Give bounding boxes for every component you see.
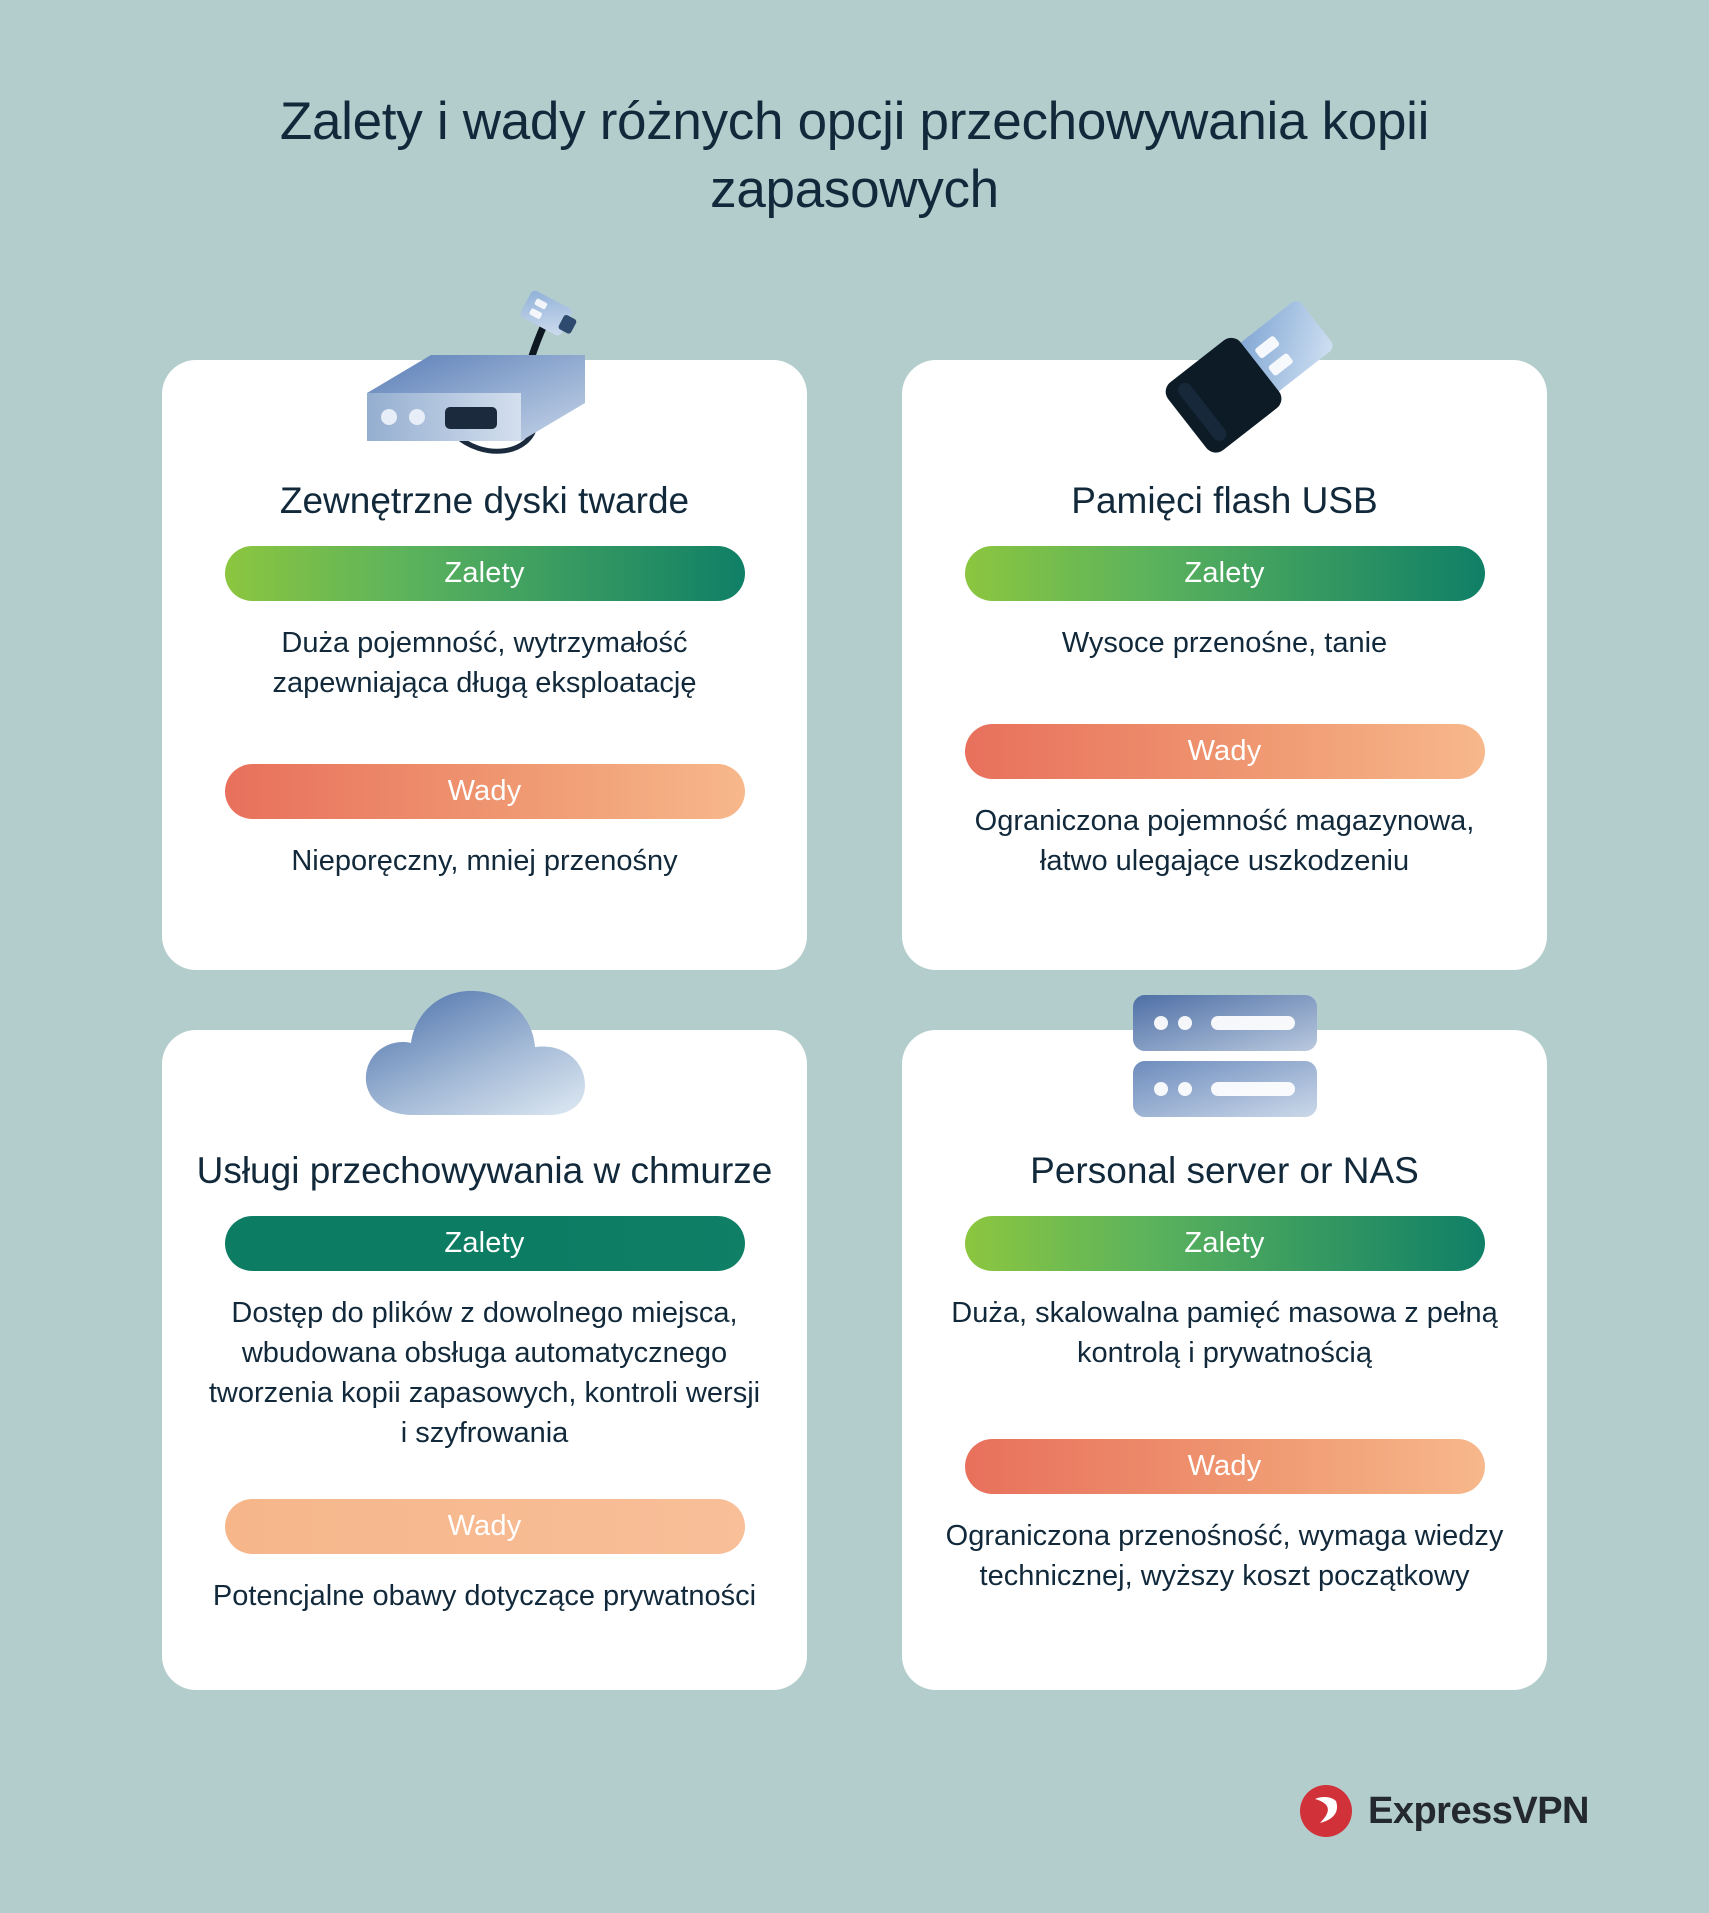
card-title: Personal server or NAS [1030,1150,1419,1191]
expressvpn-logo-icon [1298,1783,1354,1839]
cons-pill [225,1499,745,1554]
card-usb-flash-drives [902,360,1547,970]
cons-label: Wady [1187,735,1262,768]
card-title: Pamięci flash USB [1071,480,1378,521]
pros-label: Zalety [1184,557,1265,590]
pros-pill [965,1216,1485,1271]
external-hard-drive-icon [162,285,807,475]
cards-grid [162,360,1547,1690]
card-external-hard-drives [162,360,807,970]
pros-text: Wysoce przenośne, tanie [1061,627,1388,660]
pros-text: Duża, skalowalna pamięć masowa z pełną kontrolą i prywatnością [951,1297,1498,1370]
pros-label: Zalety [444,557,525,590]
cons-text: Ograniczona pojemność magazynowa, łatwo ulegające uszkodzeniu [974,805,1475,878]
card-title: Zewnętrzne dyski twarde [279,480,690,521]
brand-name: ExpressVPN [1367,1789,1589,1832]
card-title: Usługi przechowywania w chmurze [196,1150,773,1191]
pros-label: Zalety [1184,1227,1265,1260]
cons-text: Nieporęczny, mniej przenośny [291,845,678,878]
cons-pill [225,764,745,819]
usb-flash-drive-icon [902,285,1547,475]
cons-label: Wady [1187,1450,1262,1483]
card-personal-server-nas [902,1030,1547,1690]
card-cloud-storage [162,1030,807,1690]
brand-logo [1298,1783,1589,1839]
pros-pill [225,546,745,601]
cloud-icon [162,955,807,1145]
cons-pill [965,1439,1485,1494]
pros-pill [965,546,1485,601]
cons-label: Wady [447,775,522,808]
pros-pill [225,1216,745,1271]
pros-label: Zalety [444,1227,525,1260]
pros-text: Dostęp do plików z dowolnego miejsca, wbudowana obsługa automatycznego tworzenia kopii zapasowych, kontroli wersji i szyfrowania [208,1297,761,1450]
cons-text: Ograniczona przenośność, wymaga wiedzy technicznej, wyższy koszt początkowy [945,1520,1504,1593]
pros-text: Duża pojemność, wytrzymałość zapewniająca długą eksploatację [272,627,697,700]
cons-text: Potencjalne obawy dotyczące prywatności [212,1580,757,1613]
cons-pill [965,724,1485,779]
page-title: Zalety i wady różnych opcji przechowywania kopii zapasowych [279,92,1430,219]
server-nas-icon [902,955,1547,1145]
cons-label: Wady [447,1510,522,1543]
